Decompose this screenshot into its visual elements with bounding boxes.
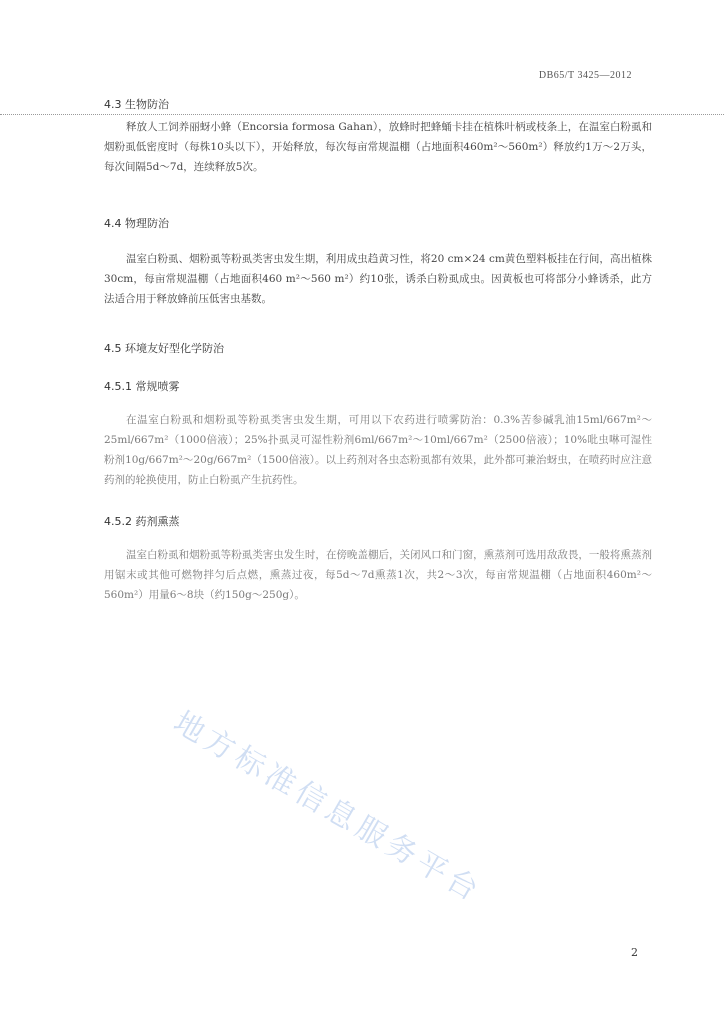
heading-4-5-2: 4.5.2 药剂熏蒸	[104, 515, 180, 528]
para-4-3: 释放人工饲养丽蚜小蜂（Encorsia formosa Gahan），放蜂时把蜂蛹卡挂在植株叶柄或枝条上，在温室白粉虱和烟粉虱低密度时（每株10头以下），开始释放，每次每亩常规温棚（占地面积460m²～560m²）释放约1万～2万头，每次间隔5d～7d，连续释放5次。	[104, 121, 652, 173]
watermark-text: 地方标准信息服务平台	[167, 704, 489, 911]
doc-code: DB65/T 3425—2012	[538, 70, 632, 81]
heading-4-4: 4.4 物理防治	[104, 217, 169, 230]
heading-4-5: 4.5 环境友好型化学防治	[104, 342, 224, 355]
heading-4-5-1: 4.5.1 常规喷雾	[104, 380, 180, 393]
para-4-5-2: 温室白粉虱和烟粉虱等粉虱类害虫发生时，在傍晚盖棚后，关闭风口和门窗，熏蒸剂可选用敌敌畏，一般将熏蒸剂用锯末或其他可燃物拌匀后点燃，熏蒸过夜，每5d～7d熏蒸1次，共2～3次，每亩常规温棚（占地面积460m²～560m²）用量6～8块（约150g～250g）。	[104, 549, 652, 601]
heading-4-3: 4.3 生物防治	[104, 98, 169, 111]
para-4-5-1: 在温室白粉虱和烟粉虱等粉虱类害虫发生期，可用以下农药进行喷雾防治：0.3%苦参碱乳油15ml/667m²～25ml/667m²（1000倍液）；25%扑虱灵可湿性粉剂6ml/667m²～10ml/667m²（2500倍液）；10%吡虫啉可湿性粉剂10g/667m²～20g/667m²（1500倍液）。以上药剂对各虫态粉虱都有效果，此外都可兼治蚜虫，在喷药时应注意药剂的轮换使用，防止白粉虱产生抗药性。	[104, 414, 652, 486]
page-number: 2	[631, 946, 638, 959]
para-4-4: 温室白粉虱、烟粉虱等粉虱类害虫发生期，利用成虫趋黄习性，将20 cm×24 cm黄色塑料板挂在行间，高出植株30cm，每亩常规温棚（占地面积460 m²～560 m²）约10张，诱杀白粉虱成虫。因黄板也可将部分小蜂诱杀，此方法适合用于释放蜂前压低害虫基数。	[104, 253, 652, 305]
header-divider	[0, 114, 724, 115]
